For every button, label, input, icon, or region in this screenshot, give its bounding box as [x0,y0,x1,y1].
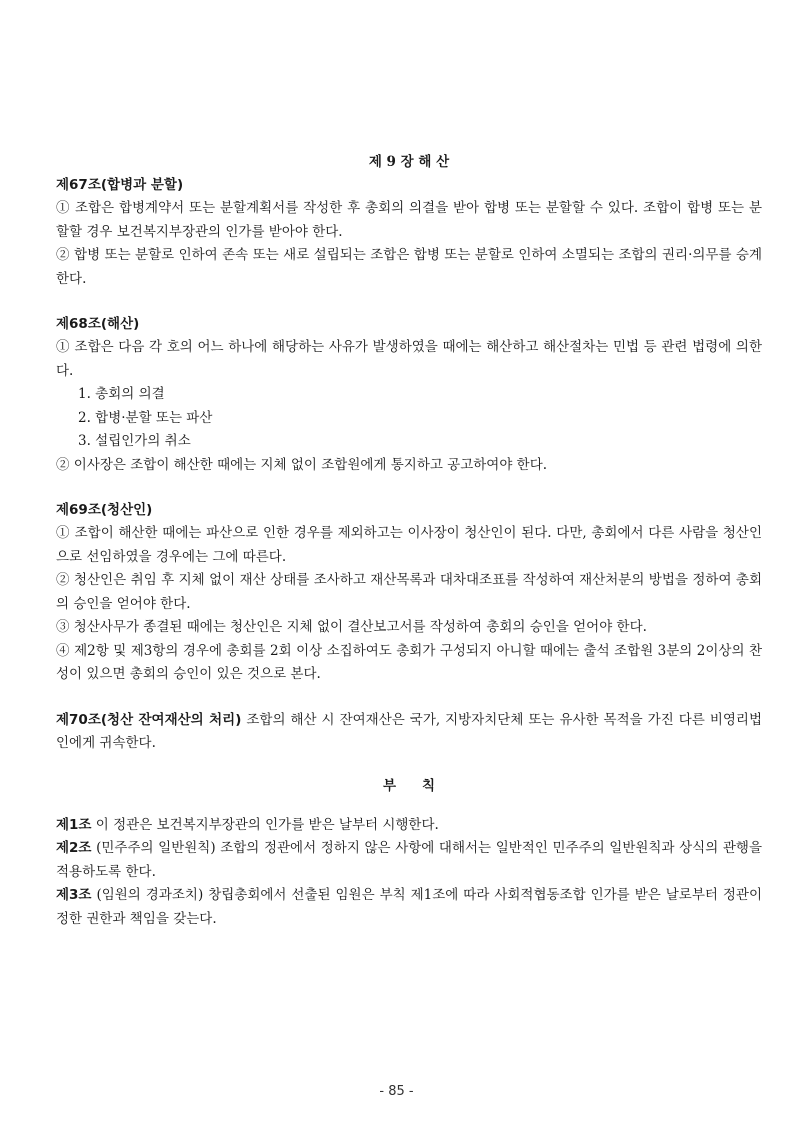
article-70-heading: 제70조(청산 잔여재산의 처리) [56,711,242,728]
appendix-article-1-text: 이 정관은 보건복지부장관의 인가를 받은 날부터 시행한다. [91,816,439,833]
article-70-text: 조합의 해산 시 잔여재산은 국가, 지방자치단체 또는 유사한 목적을 가진 다른 비영리법인에게 귀속한다. [56,711,762,751]
article-67-paragraph-1: ① 조합은 합병계약서 또는 분할계획서를 작성한 후 총회의 의결을 받아 합병 또는 분할할 수 있다. 조합이 합병 또는 분할할 경우 보건복지부장관의 인가를 받아야 한다. [56,200,762,240]
page-number: - 85 - [379,1084,414,1099]
chapter-title: 제 9 장 해 산 [368,154,450,170]
appendix-article-1 [56,814,762,838]
article-68-item-2: 2. 합병·분할 또는 파산 [78,409,213,426]
document-body [56,150,762,931]
article-70 [56,709,762,756]
appendix-article-2-lead: 제2조 [56,840,92,856]
article-68-heading: 제68조(해산) [56,316,140,332]
appendix-article-3-text: (임원의 경과조치) 창립총회에서 선출된 임원은 부칙 제1조에 따라 사회적협동조합 인가를 받은 날로부터 정관이 정한 권한과 책임을 갖는다. [56,887,762,927]
appendix-title: 부칙 [382,777,462,794]
article-68-item-1: 1. 총회의 의결 [78,386,165,402]
article-68-paragraph-2: ② 이사장은 조합이 해산한 때에는 지체 없이 조합원에게 통지하고 공고하여야 한다. [56,456,548,473]
appendix-article-3 [56,884,762,931]
article-69-paragraph-2: ② 청산인은 취임 후 지체 없이 재산 상태를 조사하고 재산목록과 대차대조표를 작성하여 재산처분의 방법을 정하여 총회의 승인을 얻어야 한다. [56,572,762,612]
appendix-article-2 [56,837,762,884]
article-67-paragraph-2: ② 합병 또는 분할로 인하여 존속 또는 새로 설립되는 조합은 합병 또는 분할로 인하여 소멸되는 조합의 권리·의무를 승계한다. [56,247,762,287]
appendix-article-3-lead: 제3조 [56,887,92,903]
article-67-heading: 제67조(합병과 분할) [56,177,184,193]
article-69-paragraph-3: ③ 청산사무가 종결된 때에는 청산인은 지체 없이 결산보고서를 작성하여 총회의 승인을 얻어야 한다. [56,619,647,635]
appendix-article-2-text: (민주주의 일반원칙) 조합의 정관에서 정하지 않은 사항에 대해서는 일반적인 민주주의 일반원칙과 상식의 관행을 적용하도록 한다. [56,840,762,880]
article-69-paragraph-4: ④ 제2항 및 제3항의 경우에 총회를 2회 이상 소집하여도 총회가 구성되지 아니할 때에는 출석 조합원 3분의 2이상의 찬성이 있으면 총회의 승인이 있은 것으로 본다. [56,642,762,682]
article-68-item-3: 3. 설립인가의 취소 [78,433,191,449]
article-68-paragraph-1: ① 조합은 다음 각 호의 어느 하나에 해당하는 사유가 발생하였을 때에는 해산하고 해산절차는 민법 등 관련 법령에 의한다. [56,339,762,379]
article-69-paragraph-1: ① 조합이 해산한 때에는 파산으로 인한 경우를 제외하고는 이사장이 청산인이 된다. 다만, 총회에서 다른 사람을 청산인으로 선임하였을 경우에는 그에 따른다. [56,525,762,565]
appendix-article-1-lead: 제1조 [56,816,92,833]
article-69-heading: 제69조(청산인) [56,502,153,518]
